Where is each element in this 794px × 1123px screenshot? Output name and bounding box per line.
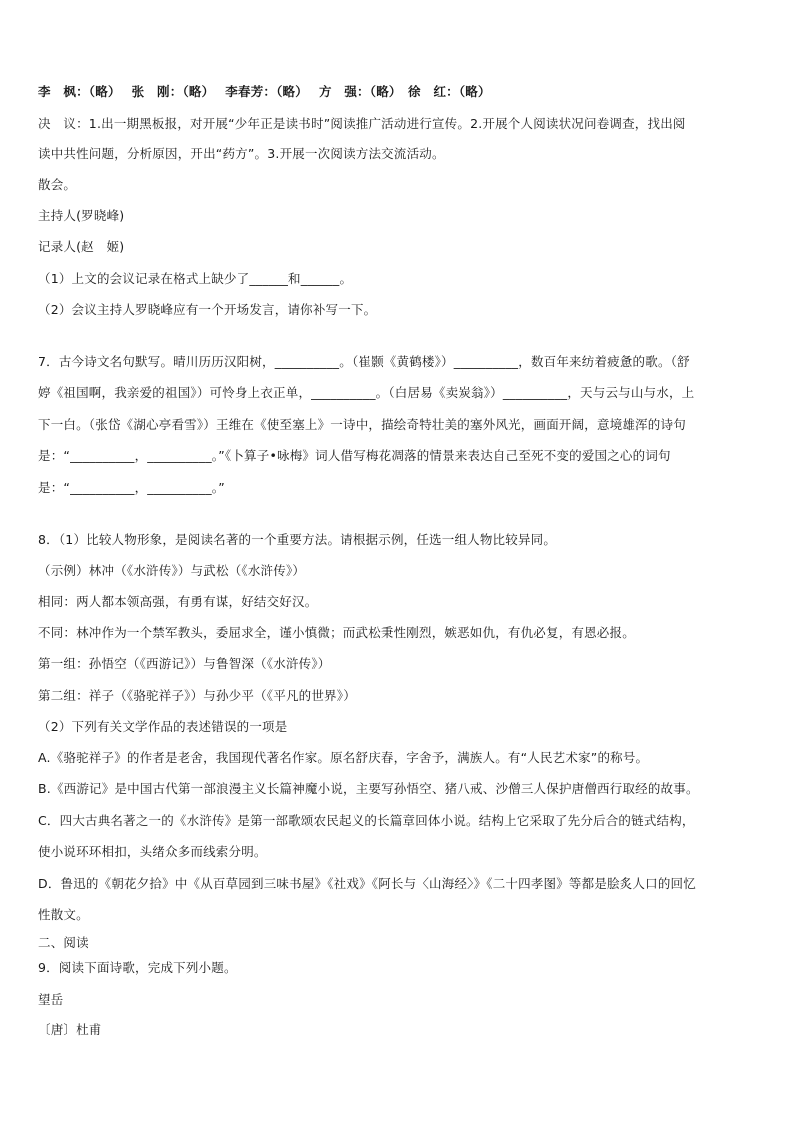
option-b: B.《西游记》是中国古代第一部浪漫主义长篇神魔小说，主要写孙悟空、猪八戒、沙僧三人保护唐僧西行取经的故事。	[38, 781, 699, 796]
group-2-line: 第二组：祥子（《骆驼祥子》）与孙少平（《平凡的世界》）	[38, 688, 356, 703]
question-9: 9．阅读下面诗歌，完成下列小题。	[38, 960, 237, 975]
question-7-line-3: 下一白。（张岱《湖心亭看雪》）王维在《使至塞上》一诗中，描绘奇特壮美的塞外风光，画面开阔，意境雄浑的诗句	[38, 417, 686, 432]
recorder-line: 记录人(赵 姬)	[38, 239, 125, 254]
section-heading: 二、阅读	[38, 935, 89, 950]
poem-author: 〔唐〕杜甫	[38, 1022, 102, 1037]
question-7-line-1: 7．古今诗文名句默写。晴川历历汉阳树，__________。（崔颢《黄鹤楼》）__________，数百年来纺着疲惫的歌。（舒	[38, 354, 690, 369]
group-1-line: 第一组：孙悟空（《西游记》）与鲁智深（《水浒传》）	[38, 656, 331, 671]
similarity-line: 相同：两人都本领高强，有勇有谋，好结交好汉。	[38, 594, 318, 609]
option-c-line-1: C．四大古典名著之一的《水浒传》是第一部歌颂农民起义的长篇章回体小说。结构上它采取了先分后合的链式结构，	[38, 813, 695, 828]
question-6-1: （1）上文的会议记录在格式上缺少了______和______。	[38, 271, 353, 286]
question-8-2: （2）下列有关文学作品的表述错误的一项是	[38, 719, 288, 734]
poem-title: 望岳	[38, 992, 64, 1007]
option-c-line-2: 使小说环环相扣，头绪众多而线索分明。	[38, 844, 267, 859]
question-7-line-5: 是：“__________，__________。”	[38, 480, 225, 495]
attendees-line: 李 枫：（略） 张 刚：（略） 李春芳：（略） 方 强：（略） 徐 红：（略）	[38, 84, 491, 99]
option-d-line-1: D．鲁迅的《朝花夕拾》中《从百草园到三味书屋》《社戏》《阿长与〈山海经〉》《二十四孝图》等都是脍炙人口的回忆	[38, 876, 696, 891]
adjourn-line: 散会。	[38, 177, 77, 192]
resolution-line-1: 决 议：1.出一期黑板报，对开展“少年正是读书时”阅读推广活动进行宣传。2.开展个人阅读状况问卷调查，找出阅	[38, 116, 686, 131]
question-7-line-2: 婷《祖国啊，我亲爱的祖国》）可怜身上衣正单，__________。（白居易《卖炭翁》）__________，天与云与山与水，上	[38, 385, 695, 400]
question-7-line-4: 是：“__________，__________。”《卜算子•咏梅》词人借写梅花凋落的情景来表达自己至死不变的爱国之心的词句	[38, 448, 671, 463]
example-line: （示例）林冲（《水浒传》）与武松（《水浒传》）	[38, 563, 306, 578]
option-d-line-2: 性散文。	[38, 907, 89, 922]
difference-line: 不同：林冲作为一个禁军教头，委屈求全，谨小慎微；而武松秉性刚烈，嫉恶如仇，有仇必复，有恩必报。	[38, 625, 635, 640]
question-8-1: 8．（1）比较人物形象，是阅读名著的一个重要方法。请根据示例，任选一组人物比较异同。	[38, 532, 557, 547]
option-a: A.《骆驼祥子》的作者是老舍，我国现代著名作家。原名舒庆春，字舍予，满族人。有“人民艺术家”的称号。	[38, 750, 649, 765]
question-6-2: （2）会议主持人罗晓峰应有一个开场发言，请你补写一下。	[38, 302, 377, 317]
host-line: 主持人(罗晓峰)	[38, 208, 125, 223]
resolution-line-2: 读中共性问题，分析原因，开出“药方”。3.开展一次阅读方法交流活动。	[38, 146, 445, 161]
